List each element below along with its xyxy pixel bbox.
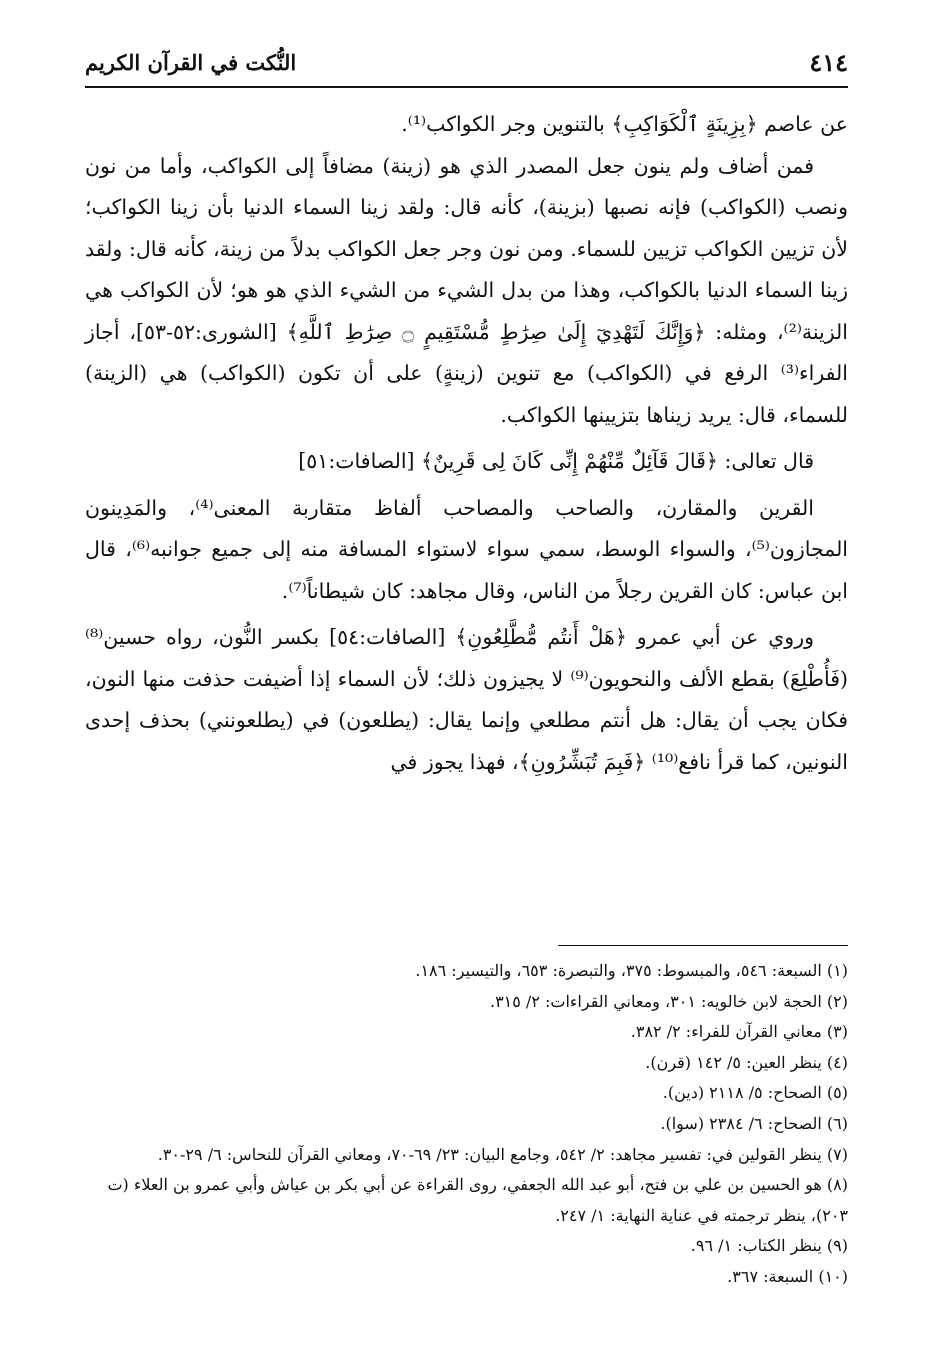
- page-header: [85, 42, 848, 82]
- paragraph: القرين والمقارن، والصاحب والمصاحب ألفاظ متقاربة المعنى⁽⁴⁾، والمَدِينون المجازون⁽⁵⁾، والسواء الوسط، سمي سواء لاستواء المسافة منه إلى جميع جوانبه⁽⁶⁾، قال ابن عباس: كان القرين رجلاً من الناس، وقال مجاهد: كان شيطاناً⁽⁷⁾.: [85, 495, 849, 603]
- running-title: النُّكت في القرآن الكريم: [85, 50, 297, 75]
- verse-heading: قال تعالى: ﴿قَالَ قَآئِلٌ مِّنْهُمْ إِنِّى كَانَ لِى قَرِينٌ﴾ [الصافات:٥١]: [298, 449, 814, 473]
- footnote: (٨) هو الحسين بن علي بن فتح، أبو عبد الله الجعفي، روى القراءة عن أبي بكر بن عياش وأبي عمرو بن العلاء (ت ٢٠٣)، ينظر ترجمته في عناية النهاية: ١/ ٢٤٧.: [107, 1175, 848, 1225]
- footnote-divider: [558, 945, 848, 946]
- page-number: ٤١٤: [809, 48, 848, 77]
- footnote: (٤) ينظر العين: ٥/ ١٤٢ (قرن).: [645, 1052, 848, 1072]
- footnote: (٢) الحجة لابن خالويه: ٣٠١، ومعاني القراءات: ٢/ ٣١٥.: [489, 991, 848, 1011]
- footnote: (١) السبعة: ٥٤٦، والمبسوط: ٣٧٥، والتبصرة: ٦٥٣، والتيسير: ١٨٦.: [415, 961, 848, 980]
- paragraph: وروي عن أبي عمرو ﴿هَلْ أَنتُم مُّطَّلِعُونِ﴾ [الصافات:٥٤] بكسر النُّون، رواه حسين⁽⁸⁾ (فَأُطْلِعَ) بقطع الألف والنحويون⁽⁹⁾ لا يجيزون ذلك؛ لأن السماء إذا أضيفت حذفت منها النون، فكان يجب أن يقال: هل أنتم مطلعي وإنما يقال: (يطلعون) في (يطلعونني) بحذف إحدى النونين، كما قرأ نافع⁽¹⁰⁾ ﴿فَبِمَ تُبَشِّرُونِ﴾، فهذا يجوز في: [85, 625, 848, 774]
- footnote: (١٠) السبعة: ٣٦٧.: [727, 1266, 848, 1286]
- paragraph: فمن أضاف ولم ينون جعل المصدر الذي هو (زينة) مضافاً إلى الكواكب، وأما من نون ونصب (الكواكب) فإنه نصبها (بزينة)، كأنه قال: ولقد زينا السماء الدنيا بأن زينا الكواكب؛ لأن تزيين الكواكب تزيين للسماء. ومن نون وجر جعل الكواكب بدلاً من زينة، كأنه قال: ولقد زينا السماء الدنيا بالكواكب، وهذا من بدل الشيء من الشيء الذي هو هو؛ لأن الكواكب هي الزينة⁽²⁾، ومثله: ﴿وَإِنَّكَ لَتَهْدِيٓ إِلَىٰ صِرَٰطٍ مُّسْتَقِيمٍ ۝ صِرَٰطِ ٱللَّهِ﴾ [الشورى:٥٢-٥٣]، أجاز الفراء⁽³⁾ الرفع في (الكواكب) مع تنوين (زينةٍ) على أن تكون (الكواكب) هي (الزينة) للسماء، قال: يريد زيناها بتزيينها الكواكب.: [85, 153, 849, 427]
- footnote: (٩) ينظر الكتاب: ١/ ٩٦.: [690, 1236, 848, 1256]
- footnotes: [85, 956, 848, 1293]
- footnote: (٧) ينظر القولين في: تفسير مجاهد: ٢/ ٥٤٢، وجامع البيان: ٢٣/ ٦٩-٧٠، ومعاني القرآن للنحاس: ٦/ ٢٩-٣٠.: [157, 1144, 848, 1164]
- main-text: [85, 104, 848, 783]
- header-divider: [85, 86, 848, 88]
- footnote: (٦) الصحاح: ٦/ ٢٣٨٤ (سوا).: [660, 1113, 848, 1133]
- footnote: (٥) الصحاح: ٥/ ٢١١٨ (دين).: [662, 1083, 848, 1103]
- footnote: (٣) معاني القرآن للفراء: ٢/ ٣٨٢.: [630, 1022, 848, 1042]
- paragraph: عن عاصم ﴿بِزِينَةٍ ٱلْكَوَاكِبِ﴾ بالتنوين وجر الكواكب⁽¹⁾.: [401, 112, 848, 136]
